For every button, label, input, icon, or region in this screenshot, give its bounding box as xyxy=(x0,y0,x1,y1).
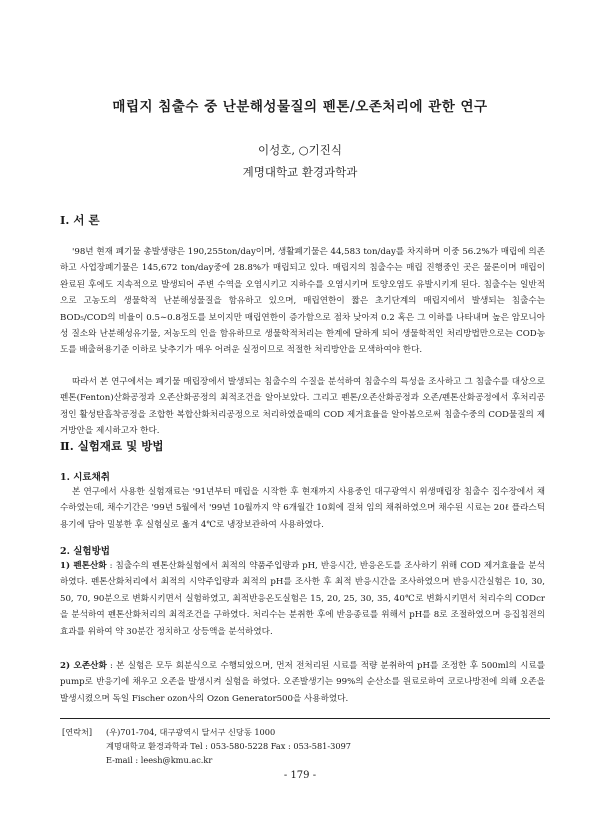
sampling-paragraph: 본 연구에서 사용한 실험재료는 '91년부터 매립을 시작한 후 현재까지 사용중인 대구광역시 위생매립장 침출수 집수장에서 채수하였는데, 채수기간은 '99년 5월에서 '99년 10월까지 약 6개월간 10회에 걸쳐 임의 채취하였으며 채수된 시료는 20ℓ 플라스틱용기에 담아 밀봉한 후 실험실로 옮겨 4℃로 냉장보관하여 사용하였다. xyxy=(60,487,545,530)
ozone-paragraph xyxy=(60,658,545,707)
authors: 이성호, ○기진식 xyxy=(258,143,342,157)
footnote-divider xyxy=(60,718,550,719)
fenton-lead: 1) 펜톤산화 xyxy=(60,561,107,571)
contact-address: (우)701-704, 대구광역시 달서구 신당동 1000 xyxy=(106,727,276,737)
intro-paragraph-1: '98년 현재 폐기물 총발생량은 190,255ton/day이며, 생활폐기물은 44,583 ton/day를 차지하며 이중 56.2%가 매립에 의존하고 사업장폐기물은 145,672 ton/day중에 28.8%가 매립되고 있다. 매립지의 침출수는 매립 진행중인 곳은 물론이며 매립이 완료된 후에도 지속적으로 발생되어 주변 수역을 오염시키고 지하수를 오염시키며 토양오염도 유발시키게 된다. 침출수는 일반적으로 고농도의 생물학적 난분해성물질을 함유하고 있으며, 매립연한이 짧은 초기단계의 매립지에서 발생되는 침출수는 BOD₅/COD의 비율이 0.5∼0.8정도를 보이지만 매립연한이 증가함으로 점차 낮아져 0.2 혹은 그 이하를 나타내며 높은 암모니아성 질소와 난분해성유기물, 저농도의 인을 함유하므로 생물학적처리는 한계에 달하게 되어 생물학적인 처리방법만으로는 COD농도를 배출허용기준 이하로 낮추기가 매우 어려운 실정이므로 적절한 처리방안을 모색하여야 한다. xyxy=(60,247,545,356)
method-heading: 2. 실험방법 xyxy=(60,546,110,557)
contact-label: [연락처] xyxy=(62,727,93,737)
affiliation: 계명대학교 환경과학과 xyxy=(242,165,358,179)
paper-title: 매립지 침출수 중 난분해성물질의 펜톤/오존처리에 관한 연구 xyxy=(112,99,488,115)
intro-paragraph-2: 따라서 본 연구에서는 폐기물 매립장에서 발생되는 침출수의 수질을 분석하여 침출수의 특성을 조사하고 그 침출수를 대상으로 펜톤(Fenton)산화공정과 오존산화공정의 최적조건을 알아보았다. 그리고 펜톤/오존산화공정과 오존/펜톤산화공정에서 후처리공정인 활성탄흡착공정을 조합한 복합산화처리공정으로 처리하였을때의 COD 제거효율을 알아봄으로써 침출수중의 COD물질의 제거방안을 제시하고자 한다. xyxy=(60,377,545,437)
methods-heading: Ⅱ. 실험재료 및 방법 xyxy=(60,439,164,453)
intro-heading: Ⅰ. 서 론 xyxy=(60,213,100,227)
sampling-heading: 1. 시료채취 xyxy=(60,472,110,483)
page-number: - 179 - xyxy=(283,770,317,781)
contact-dept-tel-fax: 계명대학교 환경과학과 Tel : 053-580-5228 Fax : 053-581-3097 xyxy=(106,741,351,751)
fenton-paragraph xyxy=(60,558,545,640)
fenton-text: : 침출수의 펜톤산화실험에서 최적의 약품주입량과 pH, 반응시간, 반응온도를 조사하기 위해 COD 제거효율을 분석하였다. 펜톤산화처리에서 최적의 시약주입량과 최적의 pH를 조사한 후 최적 반응시간을 조사하였으며 반응시간실험은 10, 30, 50, 70, 90분으로 변화시키면서 실험하였고, 최적반응온도실험은 15, 20, 25, 30, 35, 40℃로 변화시키면서 처리수의 CODcr을 분석하여 펜톤산화처리의 최적조건을 구하였다. 처리수는 분취한 후에 반응종료를 위해서 pH를 8로 조절하였으며 응집침전의 효과를 위하여 약 30분간 정치하고 상등액을 분석하였다. xyxy=(60,561,545,637)
ozone-lead: 2) 오존산화 xyxy=(60,661,107,671)
contact-email: E-mail : leesh@kmu.ac.kr xyxy=(106,755,213,765)
ozone-text: : 본 실험은 모두 회분식으로 수행되었으며, 먼저 전처리된 시료를 적량 분취하여 pH를 조정한 후 500ml의 시료를 pump로 반응기에 채우고 오존을 발생시켜 실험을 하였다. 오존발생기는 99%의 순산소를 원료로하여 코로나방전에 의해 오존을 발생시켰으며 독일 Fischer ozon사의 Ozon Generator500을 사용하였다. xyxy=(60,661,545,704)
contact-block xyxy=(62,725,351,767)
